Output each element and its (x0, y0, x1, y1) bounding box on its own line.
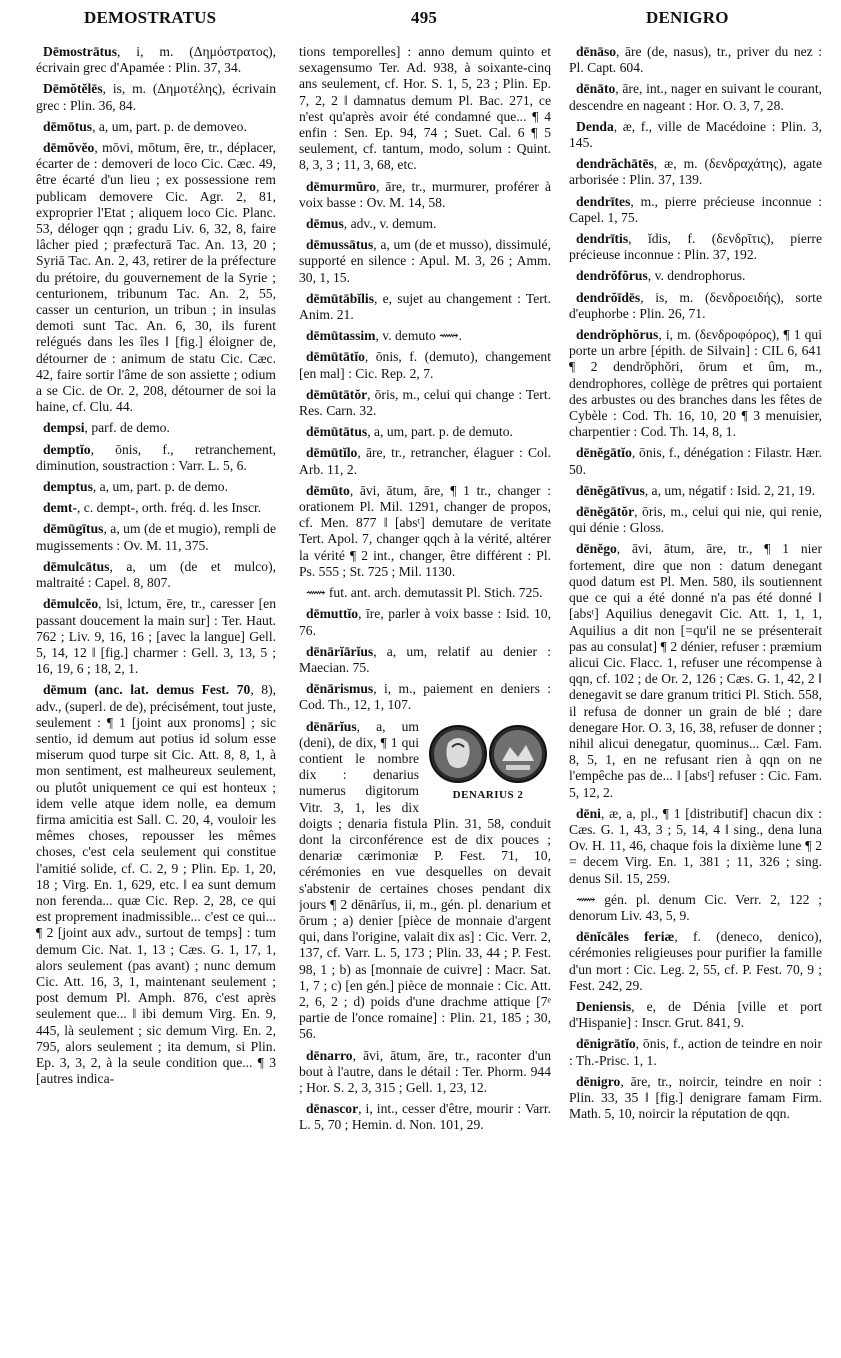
entry-demotus: dēmōtus, a, um, part. p. de demoveo. (43, 118, 247, 134)
entry-demutilo: dēmūtĭlo, āre, tr., retrancher, élaguer : Col. Arb. 11, 2. (299, 445, 551, 477)
entry-denarismus: dēnārismus, i, m., paiement en deniers : Cod. Th., 12, 1, 107. (299, 681, 551, 713)
denarius-figure (425, 723, 551, 803)
entry-demutabilis: dēmūtābĭlis, e, sujet au changement : Tert. Anim. 21. (299, 290, 551, 323)
entry-demuttio: dēmuttĭo, īre, parler à voix basse : Isid. 10, 76. (299, 606, 551, 638)
entry-dendroides: dendrŏīdēs, is, m. (δενδροειδής), sorte d'euphorbe : Plin. 26, 71. (569, 289, 822, 321)
entry-denaso: dēnāso, āre (de, nasus), tr., priver du nez : Pl. Capt. 604. (569, 44, 822, 76)
entry-demoveo: dēmŏvĕo, mōvi, mōtum, ēre, tr., déplacer, écarter de : demoveri de loco Cic. Cæc. 49, être écarté d'un lieu ; ex possessione rem publicam demovere Cic. Agr. 2, 81, exproprier l'Etat ; aliquem loco Cic. Planc. 53, déloger qqn ; gradu Liv. 6, 32, 8, faire lâcher pied ; præfecturā Tac. An. 13, 20 ; Syriā Tac. An. 2, 43, retirer de la préfecture du prétoire, du gouvernement de la Syrie ; centurionem, tribunum Tac. An. 2, 55, casser un centurion, un tribun ; in insulas demoti sunt Tac. An. 6, 30, ils furent relégués dans les îles ‖ [fig.] éloigner de, détourner de : animum de statu Cic. Cæc. 42, faire sortir l'âme de son assiette ; odium a se Cic. de Or. 2, 208, détourner de soi la haine, cf. Clu. 44. (36, 140, 276, 415)
entry-deni: dēni, æ, a, pl., ¶ 1 [distributif] chacun dix : Cæs. G. 1, 43, 3 ; 5, 14, 4 ‖ sing., dena luna Ov. H. 11, 46, chaque fois la dixième lune ¶ 2 = decem Virg. En. 1, 381 ; 11, 326 ; sing. denus Sil. 15, 259. (569, 805, 822, 886)
entry-denato: dēnāto, āre, int., nager en suivant le courant, descendre en nageant : Hor. O. 3, 7, 28. (569, 81, 822, 113)
entry-deni-note: ⟿ gén. pl. denum Cic. Verr. 2, 122 ; denorum Liv. 43, 5, 9. (569, 891, 822, 923)
entry-demulceo: dēmulcĕo, lsi, lctum, ēre, tr., caresser [en passant doucement la main sur] : Ter. Haut. 762 ; Liv. 9, 16, 16 ; [avec la langue] Gell. 5, 14, 12 ‖ [fig.] charmer : Gell. 3, 13, 5 ; 16, 19, 6 ; 18, 2, 1. (36, 596, 276, 677)
entry-dendrophorus: dendrŏphŏrus, i, m. (δενδροφόρος), ¶ 1 qui porte un arbre [épith. de Silvain] : CIL 6, 641 ¶ 2 dendrŏphŏri, ōrum et ûm, m., dendrophores, collège de prêtres qui portaient des arbustes ou des branches dans les fêtes de Cybèle : Cod. Th. 16, 10, 20 ¶ 3 menuisier, charpentier : Cod. Th. 14, 8, 1. (569, 327, 822, 440)
entry-demptus: demptus, a, um, part. p. de demo. (43, 479, 229, 495)
entry-demugitus: dēmūgītus, a, um (de et mugio), rempli de mugissements : Ov. M. 11, 375. (36, 521, 276, 553)
entry-demoteles: Dēmŏtĕlēs, is, m. (Δημοτέλης), écrivain grec : Plin. 36, 84. (36, 81, 276, 113)
entry-demum: dēmum (anc. lat. demus Fest. 70, 8), adv., (superl. de de), précisément, tout juste, seulement : ¶ 1 [joint aux pronoms] ; sic sentio, id demum aut potius id solum esse miserum quod turpe sit Cic. Att. 8, 8, 1, à mon sentiment, est malheureux seulement, ou plutôt uniquement ce qui est honteux ; idem velle atque idem nolle, ea demum firma amicitia est Sall. C. 20, 4, vouloir les mêmes choses, repousser les mêmes choses, c'est cela seulement qui constitue l'amitié solide, cf. C. 2, 9 ; Plin. Ep. 1, 20, 18 ; Virg. En. 1, 629, etc. ‖ ea sunt demum non ferenda... quæ Cic. Rep. 2, 28, ce qui est proprement inadmissible... c'est ce qui... ¶ 2 [joint aux adv., surtout de temps] : tum demum Cic. Nat. 1, 13 ; Cæs. G. 1, 17, 1, alors seulement (pas avant) ; nunc demum Cic. Att. 16, 3, 1, maintenant seulement ; post demum Pl. Amph. 876, c'est après seulement que... ‖ ibi demum Virg. En. 9, 445, là seulement ; sic demum Virg. En. 2, 795, alors seulement ; ita demum, si Plin. Ep. 3, 3, 2, à la seule condition que... ¶ 3 [autres indica- (36, 682, 276, 1087)
entry-denarius: dēnārĭus, a, um (deni), de dix, ¶ 1 qui contient le nombre dix : denarius numerus digitorum Vitr. 3, 1, les dix doigts ; denaria fistula Plin. 31, 58, conduit dont la circonférence est de dix pouces ; denariæ cærimoniæ P. Fest. 71, 10, cérémonies en vue desquelles on devait s'abstenir de certaines choses pendant dix jours ¶ 2 dēnārĭus, ii, m., gén. pl. denarium et ōrum ; a) denier [pièce de monnaie d'argent qui, dans l'origine, valait dix as] : Cic. Verr. 2, 137, cf. Varr. L. 5, 173 ; Plin. 33, 44 ; P. Fest. 98, 1 ; b) as [monnaie de cuivre] : Macr. Sat. 1, 7 ; c) [en gén.] pièce de monnaie : Cic. Att. 2, 6, 2 ; d) poids d'une drachme attique [7ᵉ partie de l'once romaine] : Plin. 21, 185 ; 30, 56. (299, 718, 551, 1042)
entry-demutassim: dēmūtassim, v. demuto ⟿. (306, 328, 463, 344)
entry-denariarius: dēnārĭārĭus, a, um, relatif au denier : Maecian. 75. (299, 643, 551, 675)
entry-denego: dēnĕgo, āvi, ātum, āre, tr., ¶ 1 nier fortement, dire que non : datum denegant quod datum est Pl. Men. 580, ils soutiennent que ce qui a été donné n'a pas été donné ‖ [absᵗ] Aquilius denegavit Cic. Att. 1, 1, 1, Aquilius a dit non [=qu'il ne se présenterait pas au consulat] ¶ 2 dénier, refuser : præmium alicui Cic. Flacc. 1, refuser une récompense à qqn, cf. 102 ; de Or. 2, 126 ; Cæs. G. 1, 42, 2 ‖ denegavit se dare granum tritici Pl. Stich. 558, il refusa de donner un grain de blé ; dare denegare Hor. O. 3, 16, 38, refuser de donner ; nihil alicui denegatur, quominus... Cæl. Fam. 8, 5, 1, en ne refusant rien à qqn on ne l'empêche pas de... ‖ [absᵗ] refuser : Cic. Fam. 5, 12, 2. (569, 541, 822, 800)
entry-dendroforus: dendrŏfŏrus, v. dendrophorus. (576, 268, 746, 284)
dictionary-columns (36, 44, 822, 1344)
running-head (0, 8, 841, 38)
entry-demuto-note: ⟿ fut. ant. arch. demutassit Pl. Stich. 725. (306, 585, 543, 601)
entry-denicales: dēnĭcāles feriæ, f. (deneco, denico), cérémonies religieuses pour purifier la famille d'un mort : Cic. Leg. 2, 55, cf. P. Fest. 70, 9 ; Fest. 242, 29. (569, 929, 822, 993)
entry-denda: Denda, æ, f., ville de Macédoine : Plin. 3, 145. (569, 118, 822, 151)
entry-demussatus: dēmussātus, a, um (de et musso), dissimulé, supporté en silence : Apul. M. 3, 26 ; Amm. 30, 1, 15. (299, 237, 551, 285)
entry-demutator: dēmūtātŏr, ōris, m., celui qui change : Tert. Res. Carn. 32. (299, 386, 551, 419)
entry-demptio: demptĭo, ōnis, f., retranchement, diminution, soustraction : Varr. L. 5, 6. (36, 441, 276, 473)
entry-denegator: dēnĕgātŏr, ōris, m., celui qui nie, qui renie, qui dénie : Gloss. (569, 504, 822, 536)
first-headword: DEMOSTRATUS (84, 8, 217, 27)
entry-denigro: dēnigro, āre, tr., noircir, teindre en noir : Plin. 33, 35 ‖ [fig.] denigrare famam Firm. Math. 5, 10, noircir la réputation de qqn. (569, 1073, 822, 1122)
entry-deniensis: Deniensis, e, de Dénia [ville et port d'Hispanie] : Inscr. Grut. 841, 9. (569, 998, 822, 1031)
entry-denascor: dēnascor, i, int., cesser d'être, mourir : Varr. L. 5, 70 ; Hemin. d. Non. 101, 29. (299, 1101, 551, 1133)
entry-demuto: dēmūto, āvi, ātum, āre, ¶ 1 tr., changer : orationem Pl. Mil. 1291, changer de propos, cf. Men. 877 ‖ [absᵗ] demutare de veritate Tert. Apol. 7, changer qqch à la vérité, altérer la vérité ¶ 2 int., changer, être différent : Pl. Ps. 555 ; St. 725 ; Mil. 1130. (299, 482, 551, 579)
entry-demt: demt-, c. dempt-, orth. fréq. d. les Inscr. (43, 500, 262, 516)
entry-dendrachates: dendrăchātēs, æ, m. (δενδραχάτης), agate arborisée : Plin. 37, 139. (569, 156, 822, 188)
entry-demulcatus: dēmulcātus, a, um (de et mulco), maltraité : Capel. 8, 807. (36, 558, 276, 591)
denarius-coin-illustration (428, 723, 548, 785)
entry-demostratus: Dēmostrātus, i, m. (Δημόστρατος), écrivain grec d'Apamée : Plin. 37, 34. (36, 44, 276, 76)
column-middle (299, 44, 551, 1344)
entry-denarro: dēnarro, āvi, ātum, āre, tr., raconter d'un bout à l'autre, dans le détail : Ter. Phorm. 944 ; Hor. S. 2, 3, 315 ; Gell. 1, 23, 12. (299, 1047, 551, 1095)
entry-dendritis: dendrītis, ĭdis, f. (δενδρῖτις), pierre précieuse inconnue : Plin. 37, 192. (569, 231, 822, 263)
entry-dendrites: dendrītes, m., pierre précieuse inconnue : Capel. 1, 75. (569, 193, 822, 225)
page-number: 495 (411, 8, 438, 27)
column-right (569, 44, 822, 1344)
entry-demutatus: dēmūtātus, a, um, part. p. de demuto. (306, 424, 513, 440)
entry-denegatio: dēnĕgātĭo, ōnis, f., dénégation : Filastr. Hær. 50. (569, 445, 822, 477)
entry-denegativus: dēnĕgātīvus, a, um, négatif : Isid. 2, 21, 19. (576, 482, 816, 498)
last-headword: DENIGRO (646, 8, 729, 27)
entry-demum-continued: tions temporelles] : anno demum quinto et sexagensumo Ter. Ad. 938, à soixante-cinq ans seulement, cf. Hor. S. 1, 5, 23 ; Plin. Ep. 7, 2, 2 ‖ damnatus demum Pl. Bac. 271, ce n'est qu'après avoir été condamné que... ¶ 4 enfin : Sen. Ep. 94, 74 ; Suet. Cal. 6 ¶ 5 seulement, cf. tantum, modo, solum : Quint. 8, 3, 3 ; 11, 3, 68, etc. (299, 44, 551, 173)
entry-demus: dēmus, adv., v. demum. (306, 216, 437, 232)
entry-demurmuro: dēmurmŭro, āre, tr., murmurer, proférer à voix basse : Ov. M. 14, 58. (299, 178, 551, 210)
entry-dempsi: dempsi, parf. de demo. (43, 420, 170, 436)
figure-caption: DENARIUS 2 (452, 788, 524, 801)
column-left (36, 44, 276, 1344)
entry-demutatio: dēmūtātĭo, ōnis, f. (demuto), changement [en mal] : Cic. Rep. 2, 7. (299, 349, 551, 381)
entry-denigratio: dēnigrātĭo, ōnis, f., action de teindre en noir : Th.-Prisc. 1, 1. (569, 1036, 822, 1068)
